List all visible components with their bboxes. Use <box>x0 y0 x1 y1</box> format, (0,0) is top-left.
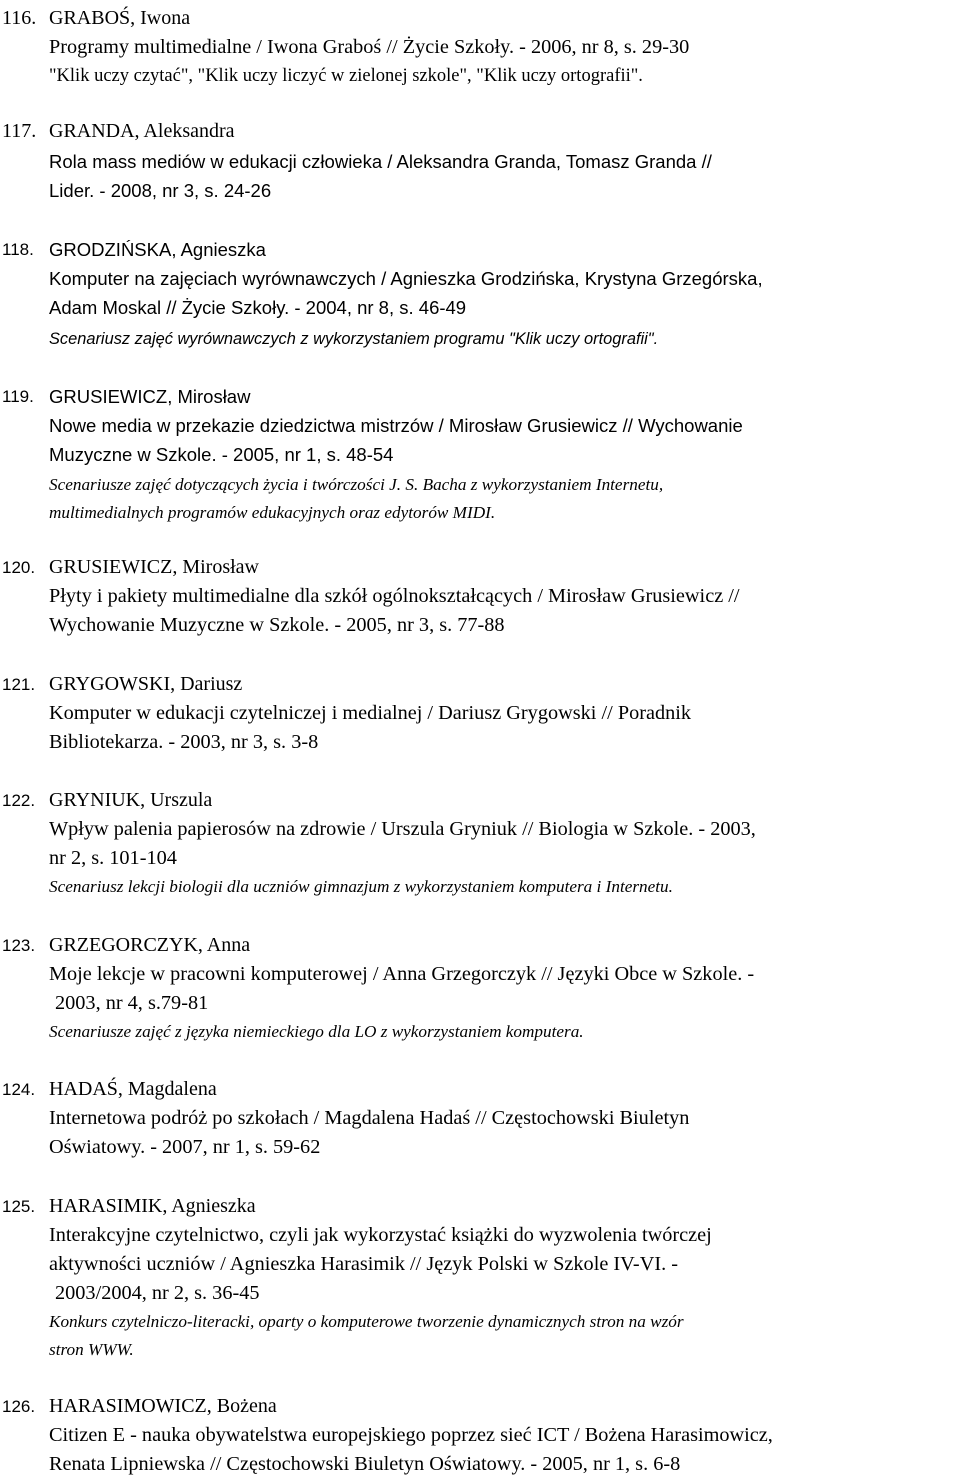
entry-citation <box>49 815 949 873</box>
entry-number: 117. <box>2 120 37 142</box>
entry-number: 125. <box>2 1197 36 1216</box>
entry-citation <box>49 1221 949 1308</box>
entry-number: 122. <box>2 791 36 810</box>
citation-line: Internetowa podróż po szkołach / Magdalena Hadaś // Częstochowski Biuletyn <box>49 1107 690 1129</box>
citation-line: Renata Lipniewska // Częstochowski Biuletyn Oświatowy. - 2005, nr 1, s. 6-8 <box>49 1453 681 1475</box>
citation-line: Płyty i pakiety multimedialne dla szkół ogólnokształcących / Mirosław Grusiewicz // <box>49 585 740 607</box>
citation-line: Adam Moskal // Życie Szkoły. - 2004, nr 8, s. 46-49 <box>49 297 467 318</box>
entry-number: 120. <box>2 558 36 577</box>
citation-line: Wychowanie Muzyczne w Szkole. - 2005, nr 3, s. 77-88 <box>49 614 505 636</box>
citation-line: 2003/2004, nr 2, s. 36-45 <box>55 1282 260 1304</box>
citation-line: Bibliotekarza. - 2003, nr 3, s. 3-8 <box>49 731 319 753</box>
citation-line: Citizen E - nauka obywatelstwa europejskiego poprzez sieć ICT / Bożena Harasimowicz, <box>49 1424 773 1446</box>
citation-line: Muzyczne w Szkole. - 2005, nr 1, s. 48-54 <box>49 444 394 465</box>
entry-annotation <box>49 325 949 353</box>
entry-annotation <box>49 1018 949 1046</box>
entry-author: HADAŚ, Magdalena <box>49 1078 217 1100</box>
entry-citation <box>49 582 949 640</box>
citation-line: Oświatowy. - 2007, nr 1, s. 59-62 <box>49 1136 321 1158</box>
entry-author: HARASIMOWICZ, Bożena <box>49 1395 277 1417</box>
entry-number: 126. <box>2 1397 36 1416</box>
citation-line: Komputer na zajęciach wyrównawczych / Agnieszka Grodzińska, Krystyna Grzegórska, <box>49 268 763 289</box>
annotation-line: Scenariusz zajęć wyrównawczych z wykorzystaniem programu "Klik uczy ortografii". <box>49 330 659 348</box>
annotation-line: stron WWW. <box>49 1340 134 1359</box>
citation-line: Programy multimedialne / Iwona Graboś // Życie Szkoły. - 2006, nr 8, s. 29-30 <box>49 36 690 58</box>
entry-citation <box>49 1104 949 1162</box>
entry-annotation <box>49 873 949 901</box>
entry-citation <box>49 147 949 205</box>
citation-line: Nowe media w przekazie dziedzictwa mistrzów / Mirosław Grusiewicz // Wychowanie <box>49 415 743 436</box>
entry-author: GRYNIUK, Urszula <box>49 789 213 811</box>
annotation-line: Scenariusze zajęć z języka niemieckiego dla LO z wykorzystaniem komputera. <box>49 1022 584 1041</box>
annotation-line: Konkurs czytelniczo-literacki, oparty o komputerowe tworzenie dynamicznych stron na wzór <box>49 1312 684 1331</box>
entry-citation <box>49 1421 949 1479</box>
entry-number: 123. <box>2 936 36 955</box>
entry-citation <box>49 960 949 1018</box>
entry-citation <box>49 264 949 322</box>
entry-author: GRUSIEWICZ, Mirosław <box>49 556 259 578</box>
entry-annotation <box>49 471 949 527</box>
annotation-line: Scenariusz lekcji biologii dla uczniów gimnazjum z wykorzystaniem komputera i Internetu. <box>49 877 673 896</box>
citation-line: Komputer w edukacji czytelniczej i medialnej / Dariusz Grygowski // Poradnik <box>49 702 692 724</box>
entry-citation <box>49 699 949 757</box>
entry-author: GRODZIŃSKA, Agnieszka <box>49 239 266 260</box>
entry-author: GRYGOWSKI, Dariusz <box>49 673 243 695</box>
entry-author: GRUSIEWICZ, Mirosław <box>49 386 251 407</box>
annotation-line: Scenariusze zajęć dotyczących życia i twórczości J. S. Bacha z wykorzystaniem Internetu, <box>49 475 664 494</box>
citation-line: Rola mass mediów w edukacji człowieka / Aleksandra Granda, Tomasz Granda // <box>49 151 712 172</box>
entry-author: HARASIMIK, Agnieszka <box>49 1195 256 1217</box>
annotation-line: multimedialnych programów edukacyjnych oraz edytorów MIDI. <box>49 503 496 522</box>
citation-line: Interakcyjne czytelnictwo, czyli jak wykorzystać książki do wyzwolenia twórczej <box>49 1224 712 1246</box>
entry-citation <box>49 33 949 91</box>
entry-number: 118. <box>2 240 34 259</box>
citation-line: Moje lekcje w pracowni komputerowej / Anna Grzegorczyk // Języki Obce w Szkole. - <box>49 963 755 985</box>
entry-number: 124. <box>2 1080 36 1099</box>
entry-number: 119. <box>2 387 34 406</box>
citation-line: aktywności uczniów / Agnieszka Harasimik // Język Polski w Szkole IV-VI. - <box>49 1253 678 1275</box>
entry-number: 121. <box>2 675 36 694</box>
entry-annotation <box>49 1308 949 1364</box>
citation-line: Lider. - 2008, nr 3, s. 24-26 <box>49 180 272 201</box>
entry-author: GRANDA, Aleksandra <box>49 120 235 142</box>
entry-author: GRZEGORCZYK, Anna <box>49 934 251 956</box>
citation-line: "Klik uczy czytać", "Klik uczy liczyć w zielonej szkole", "Klik uczy ortografii". <box>49 66 643 86</box>
citation-line: 2003, nr 4, s.79-81 <box>55 992 209 1014</box>
citation-line: nr 2, s. 101-104 <box>49 847 177 869</box>
entry-citation <box>49 411 949 469</box>
citation-line: Wpływ palenia papierosów na zdrowie / Urszula Gryniuk // Biologia w Szkole. - 2003, <box>49 818 756 840</box>
entry-number: 116. <box>2 7 37 29</box>
entry-author: GRABOŚ, Iwona <box>49 7 191 29</box>
